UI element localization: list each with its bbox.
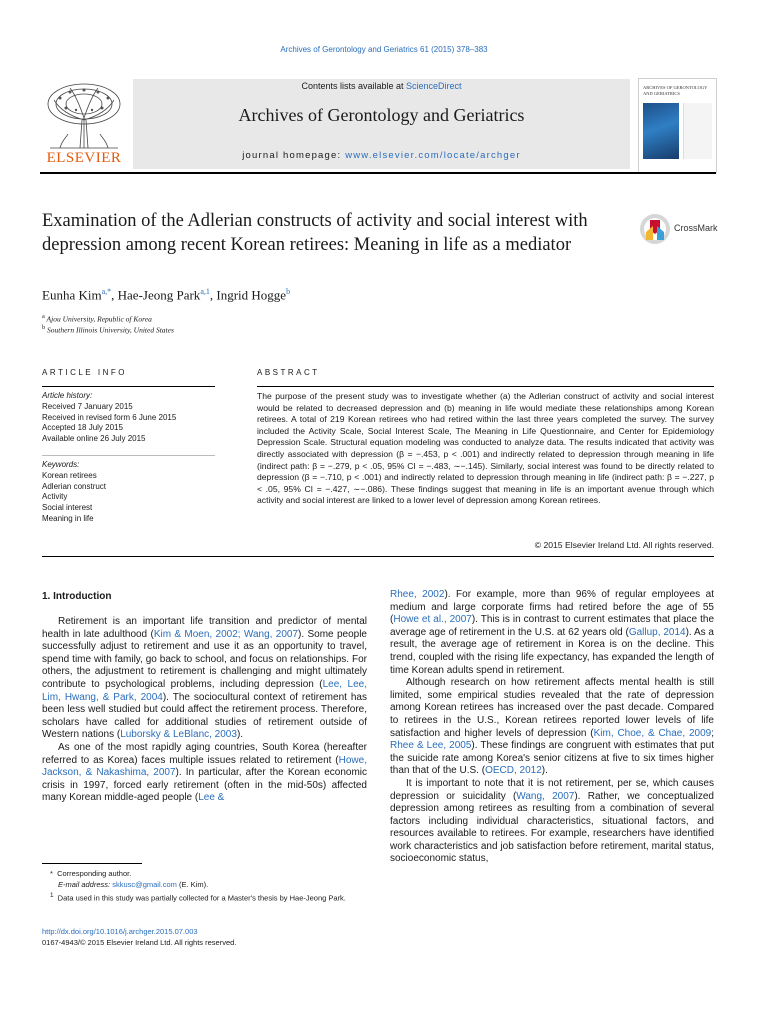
journal-citation[interactable]: Archives of Gerontology and Geriatrics 61 (2015) 378–383 xyxy=(280,45,488,54)
cover-image xyxy=(643,103,679,159)
email-link[interactable]: skkusc@gmail.com xyxy=(112,880,177,889)
citation-link[interactable]: Wang, 2007 xyxy=(516,790,575,802)
footnote-rule xyxy=(42,863,142,864)
footnotes xyxy=(42,868,367,904)
keyword: Meaning in life xyxy=(42,513,94,523)
citation-link[interactable]: Howe, Jackson, & Nakashima, 2007 xyxy=(42,754,367,779)
body-text: ). As a result, the average age of retirement in Korea is on the decline. This trend, coupled with the rising life expectancy, has expanded the length of time Korean adults spend in retirement. xyxy=(390,626,714,676)
body-text: ). This is in contrast to current estimates that place the average age of retirement in the U.S. at 62 years old ( xyxy=(390,614,715,638)
footnote-mark: * xyxy=(50,869,58,878)
abstract-rule xyxy=(257,386,714,387)
body-text: It is important to note that it is not retirement, per se, which causes depression or suicidality ( xyxy=(390,777,714,802)
citation-link[interactable]: Lee & xyxy=(198,792,225,804)
history-item: Accepted 18 July 2015 xyxy=(42,423,123,433)
footnote-1 xyxy=(42,890,367,904)
article-identifiers xyxy=(42,926,442,948)
history-item: Received in revised form 6 June 2015 xyxy=(42,412,177,422)
keyword: Social interest xyxy=(42,503,93,513)
crossmark-badge[interactable] xyxy=(638,212,718,246)
article-history xyxy=(42,391,215,445)
affiliation-b xyxy=(42,324,174,335)
body-text: ). xyxy=(236,729,244,741)
author-separator: , xyxy=(111,287,118,303)
footnote-corresponding xyxy=(42,868,367,879)
sciencedirect-link[interactable]: ScienceDirect xyxy=(406,81,462,91)
body-text: ). These findings are congruent with estimates that put the suicide rate among Korea's senior citizens at five to six times higher than that of the U.S. ( xyxy=(390,740,714,777)
citation-link[interactable]: Rhee & Lee, 2005 xyxy=(390,740,472,752)
keyword: Activity xyxy=(42,492,68,502)
body-text: Although research on how retirement affects mental health is still limited, some empirical studies revealed that the rate of depression among Korean retirees has increased over the past decade. Compared to retirees in the U.S., Korean retirees reported lower levels of life satisfaction and higher levels of depression ( xyxy=(390,677,714,739)
history-item: Received 7 January 2015 xyxy=(42,401,133,411)
body-text: ). Some people successfully adjust to retirement and use it as an opportunity to travel, spend time with family, go back to school, and focus on relationships. For others, the adjustment to retirement is challenging and might ultimately contribute to psychological problems, including depression ( xyxy=(42,628,367,690)
author-affiliation-mark[interactable]: a,1 xyxy=(200,287,210,296)
author-list xyxy=(42,287,290,303)
body-column-left xyxy=(42,616,367,805)
crossmark-icon xyxy=(638,212,672,246)
abstract-bottom-rule xyxy=(42,556,714,557)
email-suffix: (E. Kim). xyxy=(176,880,209,889)
body-text: ). Rather, we conceptualized depression among retirees as resulting from a combination of several factors including individual characteristics, situational factors, and resources available to retirees. For example, researchers have identified work characteristics and job satisfaction before retirement, marital status, socioeconomic status, xyxy=(390,790,714,865)
body-text: ). The sociocultural context of retirement has been less well studied but could affect the retirement process. Therefore, scholars have called for additional studies of retirement outside of Western nations ( xyxy=(42,691,367,741)
history-item: Available online 26 July 2015 xyxy=(42,434,146,444)
issn-line: 0167-4943/© 2015 Elsevier Ireland Ltd. All rights reserved. xyxy=(42,938,237,947)
body-text: ). xyxy=(541,765,548,777)
citation-link[interactable]: Kim, Choe, & Chae, 2009 xyxy=(593,727,712,739)
footnote-email xyxy=(42,879,367,890)
author-name: Eunha Kim xyxy=(42,287,102,303)
keywords-label: Keywords: xyxy=(42,460,80,469)
keyword: Korean retirees xyxy=(42,470,97,480)
cover-title: ARCHIVES OF GERONTOLOGY AND GERIATRICS xyxy=(643,85,708,96)
body-column-right xyxy=(390,589,714,866)
body-paragraph xyxy=(390,589,714,677)
homepage-prefix: journal homepage: xyxy=(242,150,346,161)
citation-link[interactable]: Lee, Lee, Lim, Hwang, & Park, 2004 xyxy=(42,678,367,703)
body-text: ). In particular, after the Korean economic crisis in 1997, forced early retirement (often in the mid-50s) affected many Korean middle-aged people ( xyxy=(42,767,367,804)
footnote-mark: 1 xyxy=(50,892,54,899)
paper-title: Examination of the Adlerian constructs of activity and social interest with depression among recent Korean retirees: Meaning in life as a mediator xyxy=(42,211,588,255)
section-heading-introduction: 1. Introduction xyxy=(42,591,112,602)
contents-line xyxy=(133,81,630,91)
article-info-rule xyxy=(42,386,215,387)
affiliation-a xyxy=(42,313,152,324)
abstract-heading: ABSTRACT xyxy=(257,368,320,377)
email-label: E-mail address: xyxy=(58,880,113,889)
affiliation-text: Ajou University, Republic of Korea xyxy=(46,314,152,324)
body-paragraph xyxy=(42,616,367,742)
author-separator: , xyxy=(209,287,217,303)
article-info-heading: ARTICLE INFO xyxy=(42,368,127,377)
author-name: Hae-Jeong Park xyxy=(117,287,201,303)
journal-homepage-line xyxy=(133,150,630,161)
cover-side-panel xyxy=(683,103,712,159)
crossmark-label: CrossMark xyxy=(674,223,718,233)
history-label: Article history: xyxy=(42,391,93,400)
author-affiliation-mark[interactable]: b xyxy=(286,287,291,296)
author-affiliation-mark[interactable]: a,* xyxy=(101,287,112,296)
citation-link[interactable]: Rhee, 2002 xyxy=(390,589,445,600)
journal-cover-thumbnail[interactable] xyxy=(638,78,717,173)
body-text: Retirement is an important life transition and predictor of mental health in late adulthood ( xyxy=(42,616,367,640)
footnote-1-text: Data used in this study was partially collected for a Master's thesis by Hae-Jeong Park. xyxy=(57,893,346,903)
keyword: Adlerian construct xyxy=(42,481,107,491)
citation-link[interactable]: OECD, 2012 xyxy=(485,765,542,777)
affiliation-mark: b xyxy=(42,324,46,331)
contents-prefix: Contents lists available at xyxy=(301,81,407,91)
doi-link[interactable]: http://dx.doi.org/10.1016/j.archger.2015.07.003 xyxy=(42,927,198,936)
abstract-text: The purpose of the present study was to investigate whether (a) the Adlerian construct of activity and social interest would be related to decreased depression and (b) meaning in life would mediate these relationships among Korean retirees. A total of 219 Korean retirees who had retired within the last three years completed the survey. The survey included the Activity Scale, Social Interest Scale, The Meaning in Life Questionnaire, and Center for Epidemiology Depression Scale. Structural equation modeling was conducted to analyze data. The results indicated that activity was directly associated with depression (β = −.453, p < .001) and indirectly related to depression through meaning in life (indirect path: β = −.279, p < .05, 95% CI = −.483, ∼−.145). Similarly, social interest was found to be directly related to depression (β = −.710, p < .001) and indirectly related to depression through meaning in life (indirect path: β = −.227, p < .05, 95% CI = −.427, ∼−.086). These findings suggest that meaning in life is an important avenue through which activity and social interest are linked to a lower level of depression among Korean retirees. xyxy=(257,391,714,506)
abstract-copyright: © 2015 Elsevier Ireland Ltd. All rights reserved. xyxy=(534,540,714,550)
body-text: As one of the most rapidly aging countries, South Korea (hereafter referred to as Korea) faces multiple issues related to retirement ( xyxy=(42,741,367,766)
affiliation-text: Southern Illinois University, United States xyxy=(47,325,174,335)
body-paragraph xyxy=(390,778,714,866)
author-name: Ingrid Hogge xyxy=(216,287,287,303)
body-text: ; xyxy=(711,727,714,739)
affiliation-mark: a xyxy=(42,313,45,320)
body-paragraph xyxy=(390,677,714,778)
homepage-link[interactable]: www.elsevier.com/locate/archger xyxy=(345,150,521,161)
elsevier-wordmark: ELSEVIER xyxy=(46,150,122,166)
journal-name: Archives of Gerontology and Geriatrics xyxy=(238,105,525,125)
header-rule xyxy=(40,172,716,174)
footnote-corresponding-text: Corresponding author. xyxy=(57,869,132,878)
body-paragraph xyxy=(42,742,367,805)
keywords-rule xyxy=(42,455,215,456)
citation-link[interactable]: Howe et al., 2007 xyxy=(393,614,472,626)
citation-link[interactable]: Kim & Moen, 2002; Wang, 2007 xyxy=(153,628,299,640)
citation-link[interactable]: Luborsky & LeBlanc, 2003 xyxy=(120,729,237,741)
keywords xyxy=(42,460,215,525)
body-text: ). For example, more than 96% of regular employees at medium and large corporate firms had retired before the age of 55 ( xyxy=(390,589,714,626)
citation-link[interactable]: Gallup, 2014 xyxy=(628,626,686,638)
